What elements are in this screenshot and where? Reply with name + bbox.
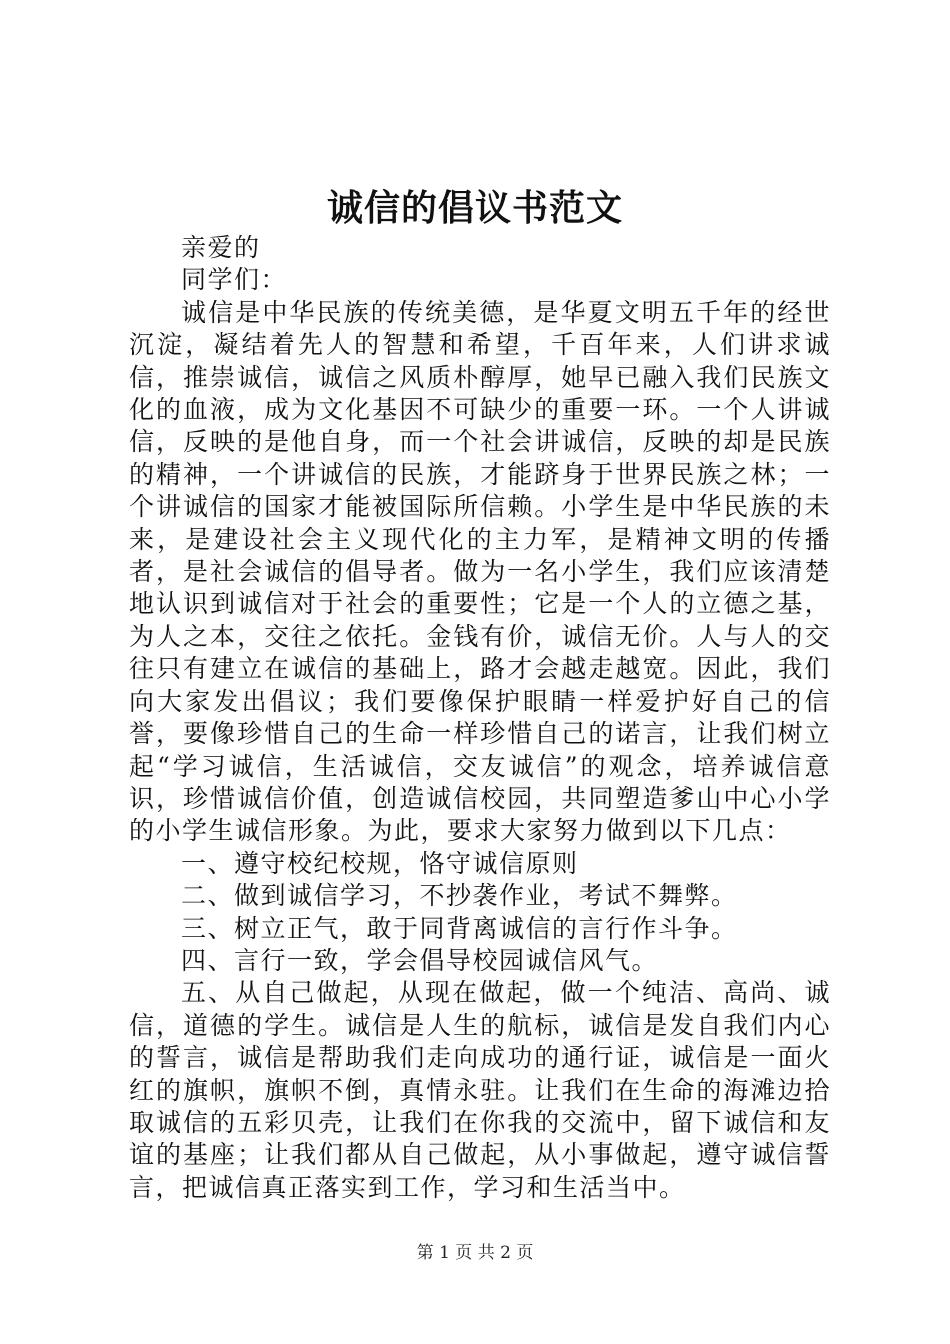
list-item-2: 二、做到诚信学习，不抄袭作业，考试不舞弊。 <box>181 881 738 911</box>
list-item-3: 三、树立正气，敢于同背离诚信的言行作斗争。 <box>181 913 738 943</box>
page-footer: 第 1 页 共 2 页 <box>416 1243 534 1263</box>
salutation-line-2: 同学们： <box>181 265 288 295</box>
list-item-1: 一、遵守校纪校规，恪守诚信原则 <box>181 848 579 878</box>
salutation-line-1: 亲爱的 <box>181 233 261 262</box>
final-paragraph: 五、从自己做起，从现在做起，做一个纯洁、高尚、诚信，道德的学生。诚信是人生的航标，诚信是发自我们内心的誓言，诚信是帮助我们走向成功的通行证，诚信是一面火红的旗帜，旗帜不倒，真情永驻。让我们在生命的海滩边拾取诚信的五彩贝壳，让我们在你我的交流中，留下诚信和友谊的基座；让我们都从自己做起，从小事做起，遵守诚信誓言，把诚信真正落实到工作，学习和生活当中。 <box>129 978 831 1202</box>
document-body <box>129 232 831 1204</box>
list-item-4: 四、言行一致，学会倡导校园诚信风气。 <box>181 945 659 975</box>
document-title: 诚信的倡议书范文 <box>326 187 623 229</box>
main-paragraph: 诚信是中华民族的传统美德，是华夏文明五千年的经世沉淀，凝结着先人的智慧和希望，千百年来，人们讲求诚信，推崇诚信，诚信之风质朴醇厚，她早已融入我们民族文化的血液，成为文化基因不可缺少的重要一环。一个人讲诚信，反映的是他自身，而一个社会讲诚信，反映的却是民族的精神，一个讲诚信的民族，才能跻身于世界民族之林；一个讲诚信的国家才能被国际所信赖。小学生是中华民族的未来，是建设社会主义现代化的主力军，是精神文明的传播者，是社会诚信的倡导者。做为一名小学生，我们应该清楚地认识到诚信对于社会的重要性；它是一个人的立德之基，为人之本，交往之依托。金钱有价，诚信无价。人与人的交往只有建立在诚信的基础上，路才会越走越宽。因此，我们向大家发出倡议；我们要像保护眼睛一样爱护好自己的信誉，要像珍惜自己的生命一样珍惜自己的诺言，让我们树立起“学习诚信，生活诚信，交友诚信”的观念，培养诚信意识，珍惜诚信价值，创造诚信校园，共同塑造爹山中心小学的小学生诚信形象。为此，要求大家努力做到以下几点： <box>129 297 831 846</box>
